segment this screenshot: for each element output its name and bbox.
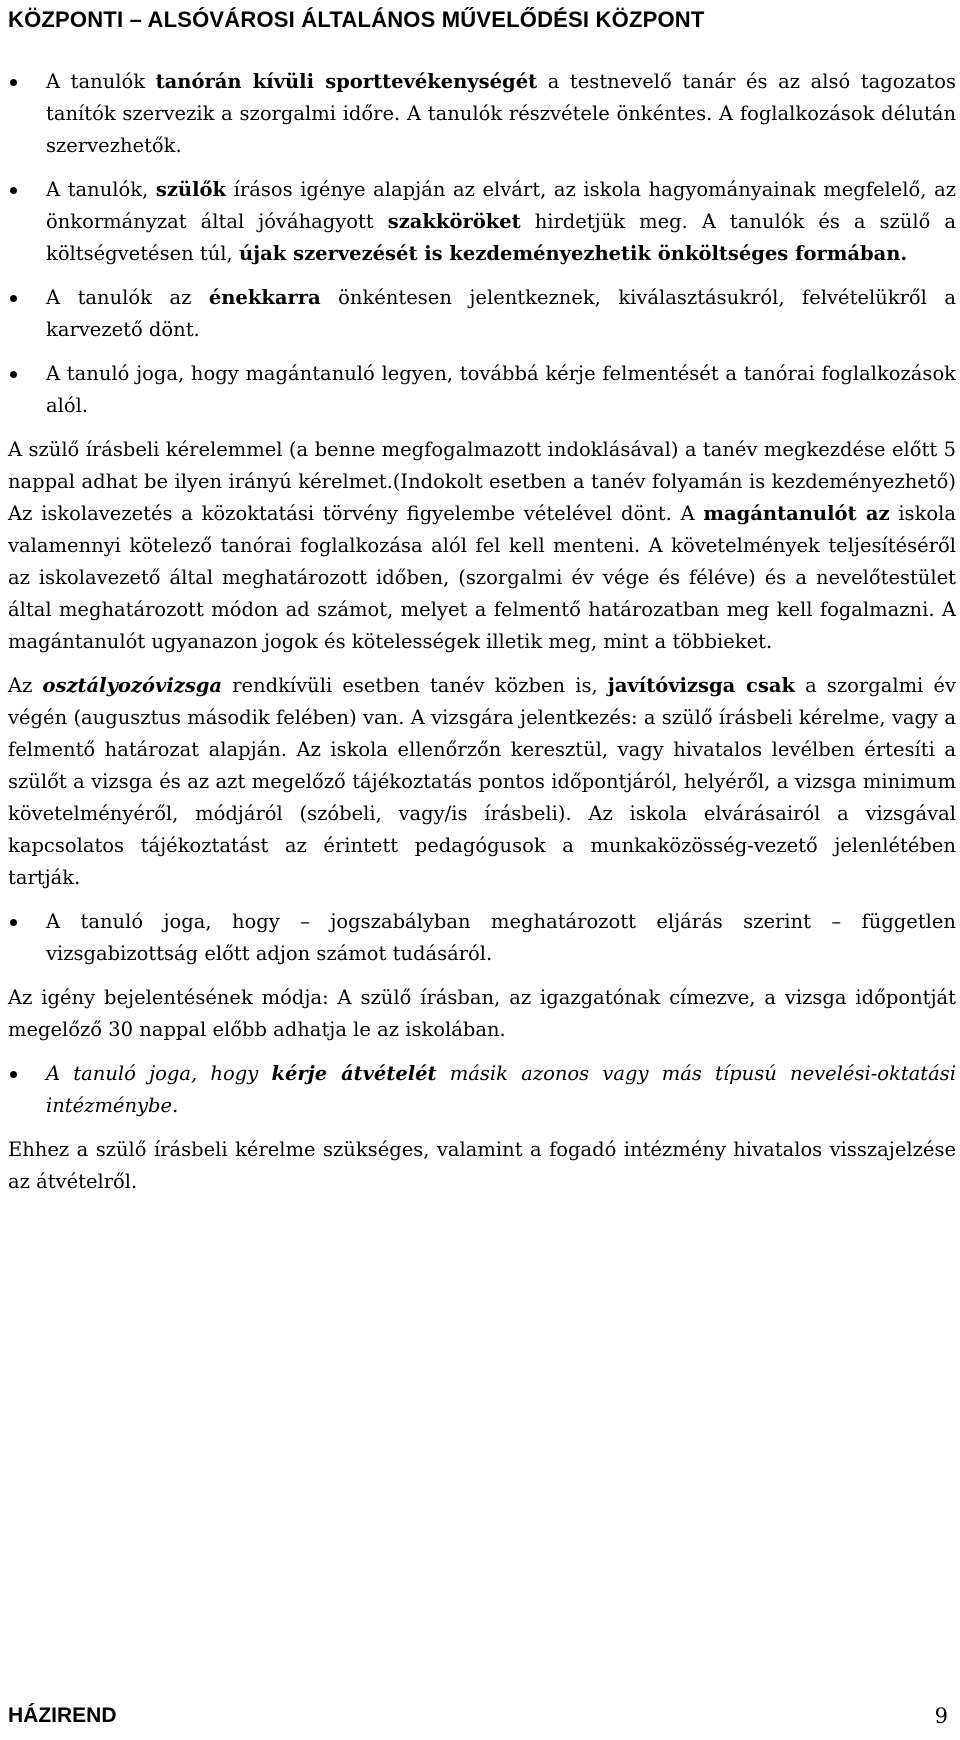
paragraph-private-student-request: A szülő írásbeli kérelemmel (a benne megfogalmazott indoklásával) a tanév megkezdése előtt 5 nappal adhat be ilyen irányú kérelmet.(Indokolt esetben a tanév folyamán is kezdeményezhető) Az iskolavezetés a közoktatási törvény figyelembe vételével dönt. A magántanulót az iskola valamennyi kötelező tanórai foglalkozása alól fel kell menteni. A követelmények teljesítéséről az iskolavezető által meghatározott időben, (szorgalmi év vége és féléve) és a nevelőtestület által meghatározott módon ad számot, melyet a felmentő határozatban meg kell fogalmazni. A magántanulót ugyanazon jogok és kötelességek illetik meg, mint a többieket. bbox=[8, 438, 956, 653]
page-header-title: KÖZPONTI – ALSÓVÁROSI ÁLTALÁNOS MŰVELŐDÉSI KÖZPONT bbox=[8, 7, 705, 32]
paragraph-exams: Az osztályozóvizsga rendkívüli esetben tanév közben is, javítóvizsga csak a szorgalmi év végén (augusztus második felében) van. A vizsgára jelentkezés: a szülő írásbeli kérelme, vagy a felmentő határozat alapján. Az iskola ellenőrzőn keresztül, vagy hivatalos levélben értesíti a szülőt a vizsga és az azt megelőző tájékoztatás pontos időpontjáról, helyéről, a vizsga minimum követelményéről, módjáról (szóbeli, vagy/is írásbeli). Az iskola elvárásairól a vizsgával kapcsolatos tájékoztatást az érintett pedagógusok a munkaközösség-vezető jelenlétében tartják. bbox=[8, 674, 956, 889]
footer-document-label: HÁZIREND bbox=[8, 1704, 117, 1727]
bullet-dot-icon bbox=[10, 919, 17, 926]
bullet-dot-icon bbox=[10, 295, 17, 302]
footer-page-number: 9 bbox=[934, 1704, 948, 1728]
bullet-private-student: A tanuló joga, hogy magántanuló legyen, továbbá kérje felmentését a tanórai foglalkozások alól. bbox=[8, 358, 956, 422]
bullet-choir: A tanulók az énekkarra önkéntesen jelentkeznek, kiválasztásukról, felvételükről a karvezető dönt. bbox=[8, 282, 956, 346]
bullet-study-circles: A tanulók, szülők írásos igénye alapján az elvárt, az iskola hagyományainak megfelelő, az önkormányzat által jóváhagyott szakköröket hirdetjük meg. A tanulók és a szülő a költségvetésen túl, újak szervezését is kezdeményezhetik önköltséges formában. bbox=[8, 174, 956, 270]
bullet-dot-icon bbox=[10, 79, 17, 86]
paragraph-request-method: Az igény bejelentésének módja: A szülő írásban, az igazgatónak címezve, a vizsga időpontját megelőző 30 nappal előbb adhatja le az iskolában. bbox=[8, 986, 956, 1041]
bullet-transfer: A tanuló joga, hogy kérje átvételét másik azonos vagy más típusú nevelési-oktatási intézménybe. bbox=[8, 1058, 956, 1122]
bullet-dot-icon bbox=[10, 371, 17, 378]
bullet-independent-exam: A tanuló joga, hogy – jogszabályban meghatározott eljárás szerint – független vizsgabizottság előtt adjon számot tudásáról. bbox=[8, 906, 956, 970]
document-body bbox=[8, 66, 956, 1210]
bullet-dot-icon bbox=[10, 187, 17, 194]
bullet-dot-icon bbox=[10, 1071, 17, 1078]
bullet-sport-activities: A tanulók tanórán kívüli sporttevékenységét a testnevelő tanár és az alsó tagozatos tanítók szervezik a szorgalmi időre. A tanulók részvétele önkéntes. A foglalkozások délután szervezhetők. bbox=[8, 66, 956, 162]
paragraph-transfer-request: Ehhez a szülő írásbeli kérelme szükséges, valamint a fogadó intézmény hivatalos visszajelzése az átvételről. bbox=[8, 1138, 956, 1193]
